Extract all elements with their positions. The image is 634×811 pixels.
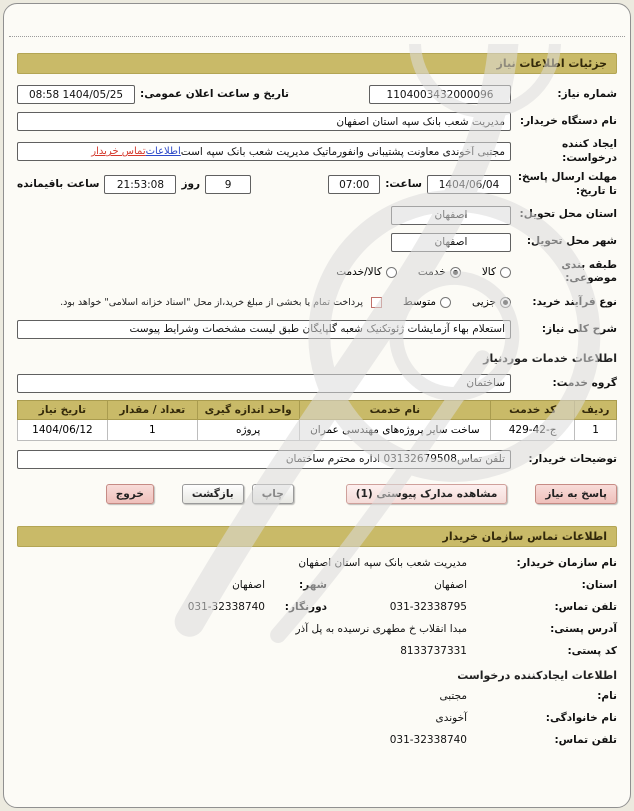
process-option-medium[interactable] (403, 296, 451, 308)
buyer-notes-label: توضیحات خریدار: (528, 452, 617, 465)
col-header-row: ردیف (575, 400, 617, 419)
announce-field: 1404/05/25 08:58 (17, 85, 135, 104)
requester-section-title: اطلاعات ایجادکننده درخواست (457, 668, 617, 682)
org-fax-label: دورنگار: (284, 600, 327, 613)
deadline-time-field: 07:00 (328, 175, 380, 194)
buyer-org-label: نام دستگاه خریدار: (519, 114, 617, 127)
org-province-label: استان: (581, 578, 617, 591)
col-header-name: نام خدمت (299, 400, 491, 419)
org-contact-info (17, 557, 617, 657)
requester-first-name-label: نام: (597, 689, 617, 702)
buyer-org-row (17, 111, 617, 132)
creator-label: ایجاد کننده درخواست: (561, 138, 617, 164)
service-group-field: ساختمان (17, 374, 511, 393)
category-label: طبقه بندی موضوعی: (561, 258, 617, 285)
top-divider (9, 4, 625, 37)
radio-medium-icon[interactable] (440, 297, 451, 308)
org-province-city-row (17, 579, 617, 591)
service-group-row (17, 373, 617, 394)
buyer-notes-row (17, 449, 617, 470)
org-name-row (17, 557, 617, 569)
requester-first-name-value: مجتبی (439, 689, 467, 702)
action-buttons (17, 484, 617, 504)
respond-button[interactable]: پاسخ به نیاز (535, 484, 617, 504)
category-option-service-label: خدمت (417, 266, 446, 279)
org-address-label: آدرس پستی: (550, 622, 617, 635)
need-description-field: استعلام بهاء آزمایشات ژئوتکنیک شعبه گلپایگان طبق لیست مشخصات وشرایط پیوست (17, 320, 511, 339)
category-option-service[interactable] (418, 266, 461, 278)
col-header-code: کد خدمت (491, 400, 575, 419)
announce-label: تاریخ و ساعت اعلان عمومی: (140, 87, 289, 100)
radio-minor-icon[interactable] (500, 297, 511, 308)
requester-phone-row (17, 734, 617, 746)
services-table (17, 400, 617, 441)
radio-goods-icon[interactable] (500, 267, 511, 278)
category-option-goods-service-label: کالا/خدمت (336, 266, 382, 279)
need-number-row (17, 84, 617, 105)
delivery-city-row (17, 232, 617, 253)
need-description-label: شرح کلی نیاز: (541, 322, 617, 335)
delivery-province-field: اصفهان (391, 206, 511, 225)
back-button[interactable]: بازگشت (182, 484, 244, 504)
services-table-header-row (18, 400, 617, 419)
notes-form (17, 449, 617, 470)
purchase-process-label: نوع فرآیند خرید: (532, 295, 617, 308)
requester-phone-value: 031-32338740 (389, 733, 467, 746)
purchase-process-row (17, 292, 617, 313)
section-header-details (17, 53, 617, 74)
requester-info (17, 690, 617, 746)
org-city-value: اصفهان (232, 578, 265, 591)
org-city-label: شهر: (299, 578, 327, 591)
org-postal-value: 8133737331 (400, 644, 467, 657)
radio-service-icon[interactable] (450, 267, 461, 278)
requester-phone-label: تلفن تماس: (554, 733, 617, 746)
buyer-org-field: مدیریت شعب بانک سپه استان اصفهان (17, 112, 511, 131)
creator-row (17, 138, 617, 165)
procurement-detail-page (3, 3, 631, 808)
treasury-note: پرداخت تمام یا بخشی از مبلغ خرید،از محل "اسناد خزانه اسلامی" خواهد بود. (60, 296, 364, 308)
delivery-province-row (17, 205, 617, 226)
delivery-city-field: اصفهان (391, 233, 511, 252)
org-fax-value: 031-32338740 (187, 600, 265, 613)
creator-field (17, 142, 511, 161)
need-number-field: 1104003432000096 (369, 85, 511, 104)
process-option-medium-label: متوسط (403, 296, 437, 309)
category-option-goods-service[interactable] (336, 266, 397, 278)
org-name-label: نام سازمان خریدار: (516, 556, 617, 569)
remaining-time-field: 21:53:08 (104, 175, 176, 194)
view-attachments-button[interactable]: مشاهده مدارک پیوستی (1) (346, 484, 508, 504)
buyer-notes-field: تلفن تماس03132679508 اداره محترم ساختمان (17, 450, 511, 469)
cell-service-qty: 1 (107, 419, 197, 440)
org-postal-row (17, 645, 617, 657)
services-form (17, 373, 617, 394)
org-address-value: مبدا انقلاب خ مطهری نرسیده به پل آذر (295, 622, 467, 635)
remaining-days-field: 9 (205, 175, 251, 194)
services-section-title: اطلاعات خدمات موردنیاز (483, 351, 617, 365)
deadline-date-field: 1404/06/04 (427, 175, 511, 194)
print-button[interactable]: چاپ (252, 484, 294, 504)
treasury-checkbox[interactable] (371, 297, 382, 308)
service-table-row (18, 419, 617, 440)
deadline-time-label: ساعت: (385, 178, 422, 191)
delivery-city-label: شهر محل تحویل: (526, 235, 617, 248)
cell-service-unit: پروژه (197, 419, 299, 440)
col-header-date: تاریخ نیاز (18, 400, 108, 419)
process-option-minor[interactable] (472, 296, 511, 308)
org-contact-section-title: اطلاعات تماس سازمان خریدار (442, 529, 607, 543)
cell-service-name: ساخت سایر پروژه‌های مهندسی عمران (299, 419, 491, 440)
org-province-value: اصفهان (434, 578, 467, 591)
deadline-label: مهلت ارسال پاسخ: تا تاریخ: (517, 171, 617, 197)
cell-service-code: ج-42-429 (491, 419, 575, 440)
requester-last-name-row (17, 712, 617, 724)
process-option-minor-label: جزیی (472, 296, 496, 309)
cell-service-date: 1404/06/12 (18, 419, 108, 440)
buyer-contact-link-red[interactable]: تماس خریدار (91, 146, 146, 158)
org-phone-fax-row (17, 601, 617, 613)
category-option-goods-label: کالا (481, 266, 496, 279)
need-number-label: شماره نیاز: (557, 87, 617, 100)
org-phone-value: 031-32338795 (389, 600, 467, 613)
remaining-time-label: ساعت باقیمانده (17, 178, 100, 191)
exit-button[interactable]: خروج (106, 484, 154, 504)
col-header-unit: واحد اندازه گیری (197, 400, 299, 419)
creator-text: مجتبی آخوندی معاونت پشتیبانی وانفورماتیک مدیریت شعب بانک سپه است (180, 145, 505, 158)
requester-last-name-label: نام خانوادگی: (545, 711, 617, 724)
section-header-org-contact (17, 526, 617, 547)
cell-row-number: 1 (575, 419, 617, 440)
details-form (17, 84, 617, 340)
org-address-row (17, 623, 617, 635)
org-phone-label: تلفن تماس: (554, 600, 617, 613)
remaining-days-label: روز (181, 178, 201, 191)
org-name-value: مدیریت شعب بانک سپه استان اصفهان (298, 556, 467, 569)
requester-last-name-value: آخوندی (435, 711, 467, 724)
category-option-goods[interactable] (482, 266, 511, 278)
col-header-qty: تعداد / مقدار (107, 400, 197, 419)
service-group-label: گروه خدمت: (552, 376, 617, 389)
deadline-row (17, 171, 617, 198)
requester-first-name-row (17, 690, 617, 702)
category-row (17, 259, 617, 286)
org-postal-label: کد پستی: (567, 644, 617, 657)
details-section-title: جزئیات اطلاعات نیاز (496, 57, 607, 70)
delivery-province-label: استان محل تحویل: (519, 208, 617, 221)
radio-goods-service-icon[interactable] (386, 267, 397, 278)
buyer-contact-link-blue[interactable]: اطلاعات (145, 146, 181, 158)
need-description-row (17, 319, 617, 340)
